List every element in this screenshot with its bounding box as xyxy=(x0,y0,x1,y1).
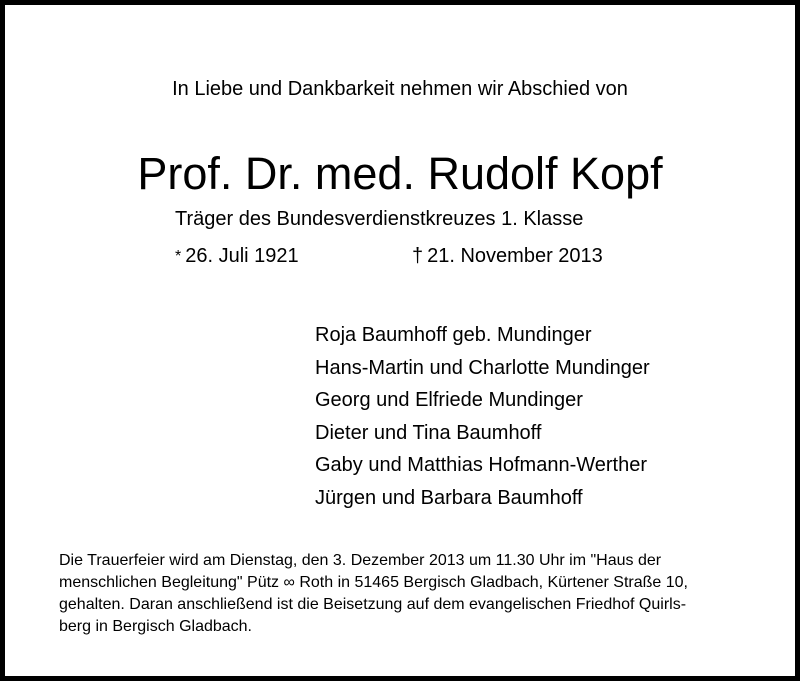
service-line: menschlichen Begleitung" Pütz ∞ Roth in 51465 Bergisch Gladbach, Kürtener Straße 10, xyxy=(59,574,688,591)
birth-date: 26. Juli 1921 xyxy=(185,245,299,267)
death-date: 21. November 2013 xyxy=(427,245,603,267)
service-line: berg in Bergisch Gladbach. xyxy=(59,618,252,635)
mourner-item: Georg und Elfriede Mundinger xyxy=(315,389,583,412)
death-info xyxy=(412,243,603,269)
honor-line: Träger des Bundesverdienstkreuzes 1. Klasse xyxy=(175,208,584,230)
deceased-name: Prof. Dr. med. Rudolf Kopf xyxy=(137,148,663,199)
birth-star-icon: * xyxy=(175,248,182,265)
mourner-item: Jürgen und Barbara Baumhoff xyxy=(315,486,583,509)
mourner-item: Hans-Martin und Charlotte Mundinger xyxy=(315,356,650,379)
mourner-item: Gaby und Matthias Hofmann-Werther xyxy=(315,454,648,477)
service-line: gehalten. Daran anschließend ist die Beisetzung auf dem evangelischen Friedhof Quirls- xyxy=(59,596,687,613)
service-line: Die Trauerfeier wird am Dienstag, den 3. Dezember 2013 um 11.30 Uhr im "Haus der xyxy=(59,552,662,569)
service-details xyxy=(59,550,688,638)
death-cross-icon: † xyxy=(412,245,424,267)
mourner-item: Roja Baumhoff geb. Mundinger xyxy=(315,324,592,346)
intro-line: In Liebe und Dankbarkeit nehmen wir Abschied von xyxy=(172,78,628,100)
mourner-item: Dieter und Tina Baumhoff xyxy=(315,421,542,444)
mourners-list xyxy=(315,319,650,515)
birth-info xyxy=(175,243,299,270)
